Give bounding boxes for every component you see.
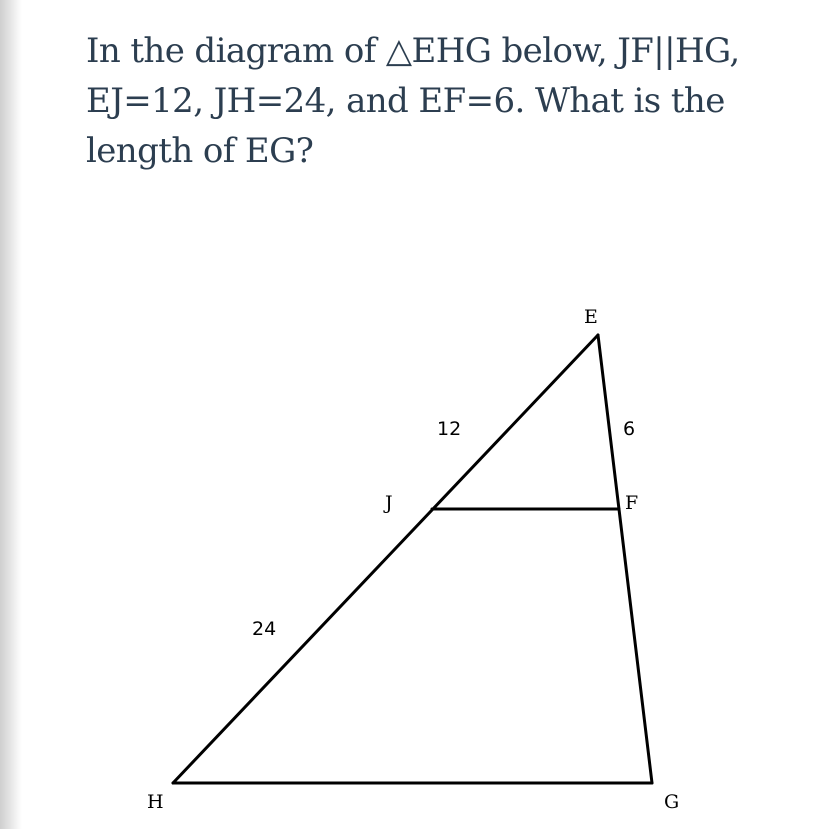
length-label-EF: 6 [623,418,636,440]
question-text: In the diagram of △EHG below, JF||HG, EJ=12, JH=24, and EF=6. What is the length of EG? [86,31,740,171]
length-label-JH: 24 [252,618,277,640]
side-EH [173,335,598,783]
vertex-label-F: F [625,492,639,514]
vertex-label-H: H [147,791,164,813]
vertex-label-E: E [584,306,598,328]
side-EG [598,335,652,783]
vertex-label-G: G [664,791,680,813]
vertex-label-J: J [385,492,393,514]
length-label-EJ: 12 [437,418,462,440]
